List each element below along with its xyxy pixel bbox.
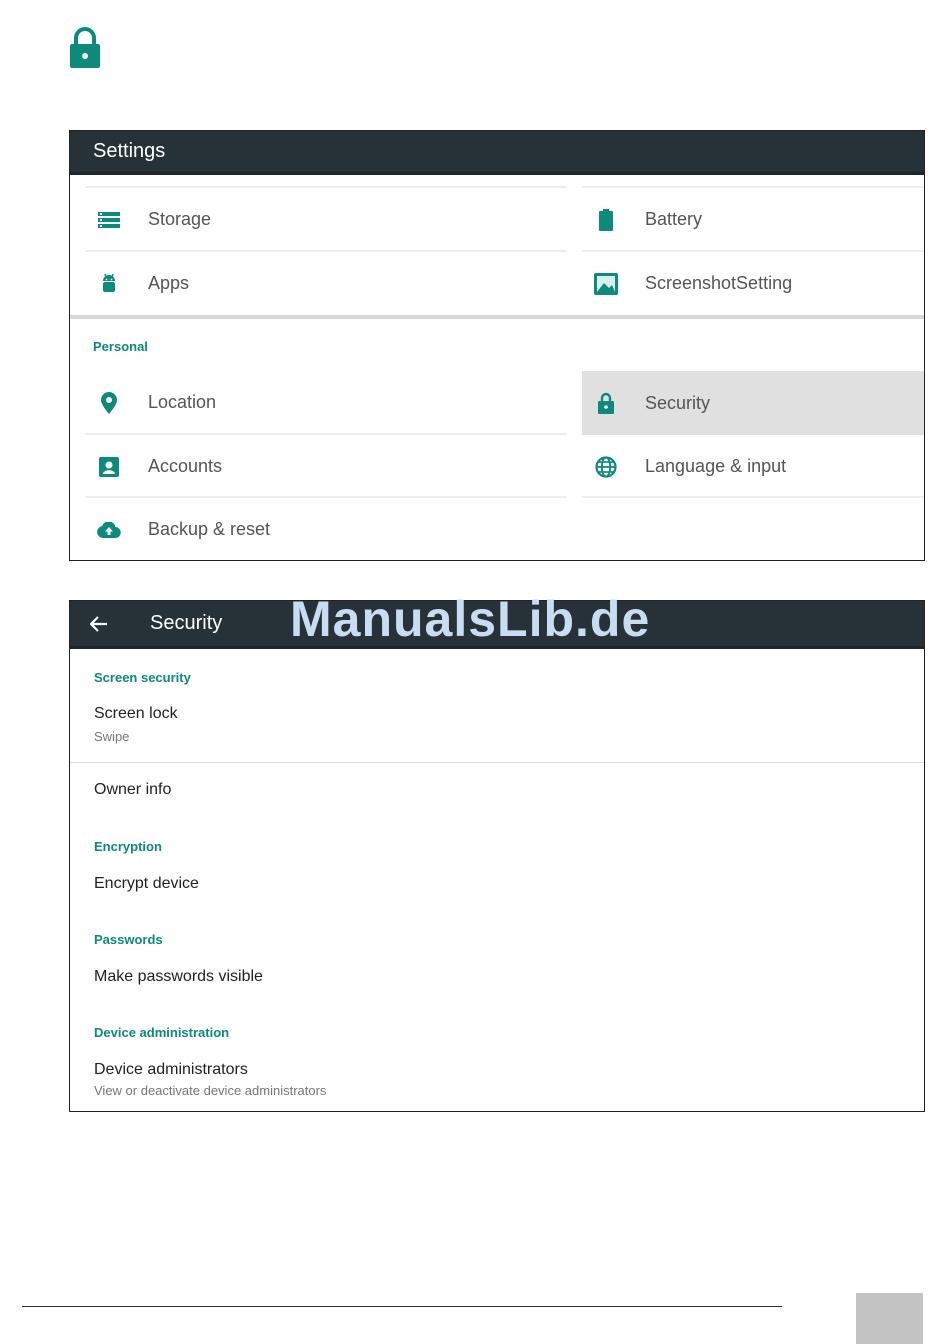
settings-item-security[interactable]: [582, 371, 924, 435]
settings-item-label: Backup & reset: [148, 519, 271, 539]
settings-item-label: Battery: [645, 209, 703, 229]
settings-item-location[interactable]: [85, 371, 567, 434]
settings-screenshot: [69, 130, 925, 561]
pref-summary: View or deactivate device administrators: [94, 1083, 327, 1098]
settings-item-backup-reset[interactable]: [85, 498, 567, 561]
android-icon: [97, 272, 121, 296]
settings-item-label: ScreenshotSetting: [645, 273, 793, 293]
settings-item-storage[interactable]: [85, 188, 567, 251]
pref-encrypt-device[interactable]: [94, 875, 199, 893]
divider: [70, 762, 924, 763]
screenshot-icon: [594, 272, 618, 296]
settings-item-language-input[interactable]: [582, 435, 924, 498]
settings-item-label: Accounts: [148, 456, 223, 476]
location-icon: [97, 391, 121, 415]
settings-item-label: Apps: [148, 273, 190, 293]
pref-make-passwords-visible[interactable]: [94, 968, 263, 986]
settings-item-accounts[interactable]: [85, 435, 567, 498]
footer-rule: [22, 1306, 782, 1307]
section-separator: [70, 315, 924, 319]
cloud-upload-icon: [97, 518, 121, 542]
back-arrow-icon[interactable]: [90, 616, 130, 632]
settings-titlebar: [70, 131, 924, 175]
pref-owner-info[interactable]: [94, 781, 171, 799]
settings-item-apps[interactable]: [85, 252, 567, 315]
category-device-administration: Device administration: [94, 1025, 230, 1040]
storage-icon: [97, 208, 121, 232]
category-passwords: Passwords: [94, 932, 163, 947]
security-title: Security: [150, 612, 223, 634]
pref-device-administrators[interactable]: [94, 1061, 326, 1098]
lock-icon: [594, 391, 618, 415]
category-screen-security: Screen security: [94, 670, 191, 685]
security-screenshot: [69, 600, 925, 1112]
pref-title: Owner info: [94, 781, 172, 798]
category-encryption: Encryption: [94, 839, 162, 854]
pref-summary: Swipe: [94, 729, 130, 744]
pref-title: Screen lock: [94, 705, 178, 722]
pref-title: Device administrators: [94, 1061, 248, 1078]
settings-item-label: Security: [645, 392, 711, 413]
settings-item-battery[interactable]: [582, 188, 924, 251]
watermark: ManualsLib.de: [290, 591, 651, 647]
divider: [582, 496, 924, 498]
account-icon: [97, 455, 121, 479]
settings-title: Settings: [93, 140, 166, 162]
pref-screen-lock[interactable]: [94, 705, 178, 744]
settings-item-screenshotsetting[interactable]: [582, 252, 924, 315]
globe-icon: [594, 455, 618, 479]
settings-item-label: Storage: [148, 209, 212, 229]
battery-icon: [594, 208, 618, 232]
settings-item-label: Location: [148, 392, 217, 412]
pref-title: Encrypt device: [94, 875, 199, 892]
page-number-box: [856, 1293, 923, 1344]
lock-icon: [68, 27, 102, 69]
pref-title: Make passwords visible: [94, 968, 263, 985]
personal-header: Personal: [93, 339, 148, 354]
settings-item-label: Language & input: [645, 456, 787, 476]
